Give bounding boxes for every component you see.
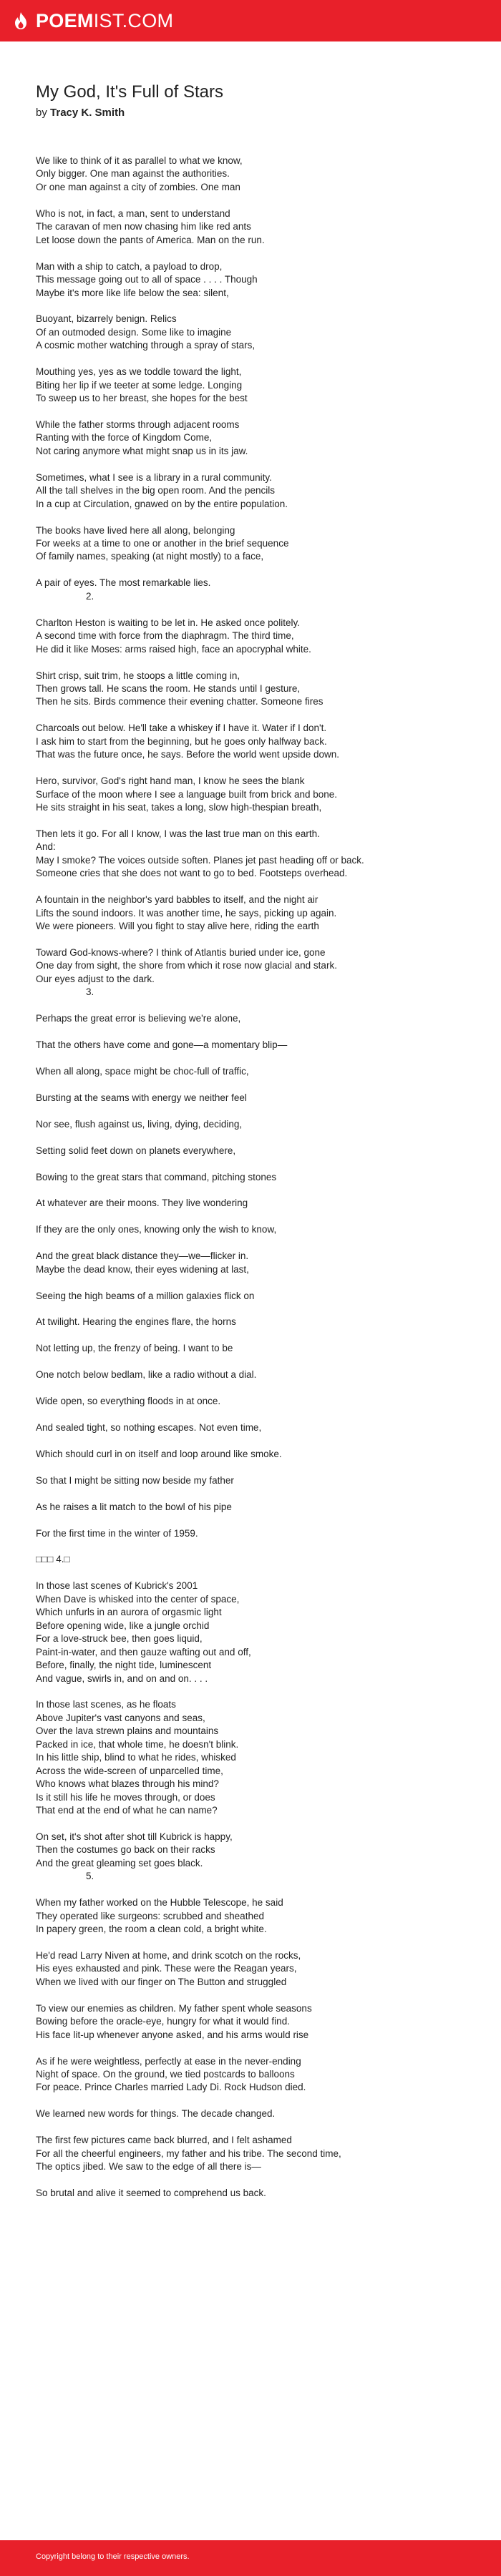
- poem-stanza: [36, 722, 472, 761]
- poem-line: □□□ 4.□: [36, 1554, 70, 1565]
- poem-stanza: [36, 2187, 472, 2200]
- poem-line: Maybe the dead know, their eyes widening at last,: [36, 1263, 249, 1275]
- poem-line: Someone cries that she does not want to go to bed. Footsteps overhead.: [36, 868, 348, 879]
- poem-line: Of an outmoded design. Some like to imagine: [36, 326, 232, 338]
- poem-stanza: [36, 2002, 472, 2042]
- site-header: [0, 0, 501, 41]
- poem-stanza: [36, 617, 472, 656]
- poem-line: For the first time in the winter of 1959.: [36, 1527, 198, 1539]
- poem-line: On set, it's shot after shot till Kubrick is happy,: [36, 1831, 233, 1842]
- poem-line: When all along, space might be choc-full of traffic,: [36, 1065, 249, 1077]
- poem-stanza: [36, 418, 472, 458]
- poem-stanza: [36, 1831, 472, 1884]
- poem-line: Charcoals out below. He'll take a whiskey if I have it. Water if I don't.: [36, 723, 327, 734]
- poem-line: That the others have come and gone—a momentary blip—: [36, 1039, 288, 1051]
- poem-line: Who is not, in fact, a man, sent to understand: [36, 207, 230, 219]
- poem-line: That end at the end of what he can name?: [36, 1805, 218, 1816]
- author-name[interactable]: Tracy K. Smith: [50, 107, 125, 119]
- poem-stanza: [36, 2134, 472, 2173]
- poem-line: Is it still his life he moves through, or does: [36, 1791, 215, 1803]
- poem-line: His face lit-up whenever anyone asked, and his arms would rise: [36, 2029, 309, 2040]
- poem-stanza: [36, 1290, 472, 1303]
- poem-stanza: [36, 1474, 472, 1487]
- poem-line: We learned new words for things. The decade changed.: [36, 2108, 276, 2120]
- poem-stanza: [36, 1171, 472, 1184]
- poem-line: At whatever are their moons. They live wondering: [36, 1198, 248, 1209]
- poem-stanza: [36, 775, 472, 814]
- poem-line: Bowing before the oracle-eye, hungry for what it would find.: [36, 2016, 290, 2027]
- poem-line: Surface of the moon where I see a language built from brick and bone.: [36, 788, 338, 800]
- poem-line: Above Jupiter's vast canyons and seas,: [36, 1712, 205, 1723]
- poem-line: Setting solid feet down on planets everywhere,: [36, 1145, 236, 1156]
- section-number: 2.: [86, 590, 94, 602]
- poem-line: A fountain in the neighbor's yard babbles to itself, and the night air: [36, 894, 318, 906]
- poem-stanza: [36, 1223, 472, 1236]
- poem-stanza: [36, 2107, 472, 2120]
- poem-stanza: [36, 1039, 472, 1052]
- poem-stanza: [36, 1448, 472, 1461]
- poem-line: One notch below bedlam, like a radio without a dial.: [36, 1369, 257, 1381]
- poem-stanza: [36, 1342, 472, 1355]
- poem-line: I ask him to start from the beginning, but he goes only halfway back.: [36, 735, 327, 747]
- poem-line: If they are the only ones, knowing only the wish to know,: [36, 1224, 277, 1235]
- poem-line: And vague, swirls in, and on and on. . . .: [36, 1673, 208, 1684]
- poem-line: Shirt crisp, suit trim, he stoops a little coming in,: [36, 670, 240, 681]
- poem-line: Across the wide-screen of unparcelled time,: [36, 1765, 223, 1776]
- copyright-text: Copyright belong to their respective owners.: [36, 2552, 190, 2561]
- site-footer: [0, 2540, 501, 2576]
- poem-line: And:: [36, 841, 56, 853]
- section-number: 3.: [86, 986, 94, 998]
- poem-stanza: [36, 1092, 472, 1105]
- poem-stanza: [36, 893, 472, 933]
- poem-line: To view our enemies as children. My father spent whole seasons: [36, 2002, 312, 2014]
- poem-line: Or one man against a city of zombies. One man: [36, 181, 240, 192]
- poem-line: Sometimes, what I see is a library in a rural community.: [36, 471, 272, 483]
- poem-stanza: [36, 670, 472, 709]
- poem-stanza: [36, 1065, 472, 1078]
- poem-line: Charlton Heston is waiting to be let in. He asked once politely.: [36, 617, 300, 628]
- poem-line: Bursting at the seams with energy we neither feel: [36, 1092, 247, 1103]
- poem-line: Not caring anymore what might snap us in its jaw.: [36, 445, 248, 456]
- poem-line: Toward God-knows-where? I think of Atlantis buried under ice, gone: [36, 946, 326, 958]
- site-logo[interactable]: [36, 9, 173, 32]
- poem-line: Let loose down the pants of America. Man on the run.: [36, 234, 265, 245]
- poem-line: Ranting with the force of Kingdom Come,: [36, 432, 213, 444]
- poem-stanza: [36, 1316, 472, 1328]
- poem-line: And the great black distance they—we—flicker in.: [36, 1250, 249, 1262]
- poem-title: My God, It's Full of Stars: [36, 82, 223, 102]
- poem-stanza: [36, 2055, 472, 2095]
- poem-line: Our eyes adjust to the dark.: [36, 973, 155, 984]
- poem-line: Packed in ice, that whole time, he doesn't blink.: [36, 1738, 239, 1750]
- poem-line: Which unfurls in an aurora of orgasmic light: [36, 1607, 222, 1618]
- poem-line: Then he sits. Birds commence their evening chatter. Someone fires: [36, 696, 324, 707]
- poem-line: A pair of eyes. The most remarkable lies.: [36, 577, 211, 589]
- poem-line: May I smoke? The voices outside soften. Planes jet past heading off or back.: [36, 854, 364, 866]
- poem-line: Nor see, flush against us, living, dying, deciding,: [36, 1118, 243, 1130]
- poem-line: In a cup at Circulation, gnawed on by the entire population.: [36, 498, 288, 509]
- poem-line: Over the lava strewn plains and mountains: [36, 1725, 219, 1737]
- poem-stanza: [36, 155, 472, 194]
- poem-stanza: [36, 1368, 472, 1381]
- poem-line: We were pioneers. Will you fight to stay alive here, riding the earth: [36, 921, 319, 932]
- byline-prefix: by: [36, 107, 47, 119]
- poem-line: Buoyant, bizarrely benign. Relics: [36, 313, 177, 325]
- poem-stanza: [36, 207, 472, 247]
- poem-stanza: [36, 260, 472, 300]
- poem-line: He sits straight in his seat, takes a long, slow high-thespian breath,: [36, 802, 322, 813]
- poem-stanza: [36, 366, 472, 405]
- poem-stanza: [36, 1527, 472, 1540]
- poem-line: Then grows tall. He scans the room. He stands until I gesture,: [36, 682, 301, 694]
- poem-stanza: [36, 1395, 472, 1408]
- poem-line: While the father storms through adjacent rooms: [36, 418, 240, 430]
- logo-bold-text: POEM: [36, 10, 94, 31]
- flame-icon[interactable]: [13, 11, 29, 30]
- poem-stanza: [36, 1421, 472, 1434]
- poem-line: His eyes exhausted and pink. These were the Reagan years,: [36, 1963, 297, 1974]
- poem-stanza: [36, 828, 472, 881]
- poem-line: They operated like surgeons: scrubbed and sheathed: [36, 1910, 264, 1921]
- poem-line: All the tall shelves in the big open room. And the pencils: [36, 485, 275, 496]
- poem-line: Perhaps the great error is believing we're alone,: [36, 1013, 241, 1024]
- poem-line: For a love-struck bee, then goes liquid,: [36, 1633, 203, 1645]
- poem-line: We like to think of it as parallel to what we know,: [36, 155, 243, 166]
- poem-stanza: [36, 577, 472, 603]
- poem-line: A cosmic mother watching through a spray of stars,: [36, 340, 256, 351]
- poem-stanza: [36, 1698, 472, 1817]
- poem-line: So that I might be sitting now beside my father: [36, 1474, 234, 1486]
- poem-stanza: [36, 1118, 472, 1131]
- poem-stanza: [36, 471, 472, 511]
- poem-line: Mouthing yes, yes as we toddle toward the light,: [36, 366, 242, 378]
- poem-line: Wide open, so everything floods in at once.: [36, 1396, 221, 1407]
- poem-line: He'd read Larry Niven at home, and drink scotch on the rocks,: [36, 1949, 301, 1961]
- poem-stanza: [36, 1250, 472, 1276]
- poem-line: Maybe it's more like life below the sea: silent,: [36, 287, 229, 298]
- poem-line: And the great gleaming set goes black.: [36, 1857, 203, 1869]
- poem-stanza: [36, 1553, 472, 1566]
- poem-line: Lifts the sound indoors. It was another time, he says, picking up again.: [36, 907, 337, 919]
- poem-line: Of family names, speaking (at night mostly) to a face,: [36, 551, 264, 562]
- poem-line: Who knows what blazes through his mind?: [36, 1778, 219, 1790]
- poem-stanza: [36, 1145, 472, 1157]
- poem-stanza: [36, 1580, 472, 1685]
- poem-line: He did it like Moses: arms raised high, face an apocryphal white.: [36, 643, 311, 655]
- poem-line: For weeks at a time to one or another in the brief sequence: [36, 538, 289, 549]
- byline: [36, 106, 125, 120]
- poem-line: Only bigger. One man against the authorities.: [36, 168, 230, 180]
- poem-line: This message going out to all of space . . . . Though: [36, 274, 258, 285]
- poem-line: To sweep us to her breast, she hopes for the best: [36, 393, 248, 404]
- poem-line: And sealed tight, so nothing escapes. Not even time,: [36, 1422, 262, 1434]
- poem-stanza: [36, 524, 472, 564]
- poem-line: A second time with force from the diaphragm. The third time,: [36, 630, 294, 642]
- poem-line: When we lived with our finger on The Button and struggled: [36, 1976, 287, 1987]
- poem-line: As if he were weightless, perfectly at ease in the never-ending: [36, 2055, 301, 2067]
- poem-stanza: [36, 1012, 472, 1025]
- poem-body: [36, 155, 472, 2213]
- poem-line: When Dave is whisked into the center of space,: [36, 1593, 240, 1605]
- poem-line: When my father worked on the Hubble Telescope, he said: [36, 1897, 283, 1909]
- poem-line: For all the cheerful engineers, my father and his tribe. The second time,: [36, 2148, 341, 2159]
- poem-line: Biting her lip if we teeter at some ledge. Longing: [36, 379, 243, 391]
- poem-stanza: [36, 1949, 472, 1989]
- poem-line: The first few pictures came back blurred, and I felt ashamed: [36, 2135, 292, 2146]
- poem-stanza: [36, 1197, 472, 1210]
- poem-line: For peace. Prince Charles married Lady Di. Rock Hudson died.: [36, 2082, 306, 2093]
- section-number: 5.: [86, 1871, 94, 1882]
- poem-stanza: [36, 1896, 472, 1936]
- poem-line: As he raises a lit match to the bowl of his pipe: [36, 1501, 232, 1512]
- poem-line: Then the costumes go back on their racks: [36, 1844, 215, 1856]
- poem-line: At twilight. Hearing the engines flare, the horns: [36, 1316, 236, 1328]
- poem-line: Night of space. On the ground, we tied postcards to balloons: [36, 2069, 295, 2080]
- poem-line: So brutal and alive it seemed to comprehend us back.: [36, 2188, 266, 2199]
- poem-line: The books have lived here all along, belonging: [36, 524, 235, 536]
- poem-line: Before opening wide, like a jungle orchid: [36, 1620, 210, 1631]
- poem-line: Paint-in-water, and then gauze wafting out and off,: [36, 1646, 251, 1657]
- poem-line: In papery green, the room a clean cold, a bright white.: [36, 1924, 267, 1935]
- poem-line: That was the future once, he says. Before the world went upside down.: [36, 749, 339, 760]
- poem-stanza: [36, 313, 472, 352]
- poem-line: One day from sight, the shore from which it rose now glacial and stark.: [36, 960, 337, 971]
- poem-line: In his little ship, blind to what he rides, whisked: [36, 1752, 236, 1763]
- poem-line: In those last scenes, as he floats: [36, 1699, 176, 1710]
- poem-stanza: [36, 946, 472, 999]
- poem-line: The optics jibed. We saw to the edge of all there is—: [36, 2161, 261, 2173]
- poem-line: Then lets it go. For all I know, I was the last true man on this earth.: [36, 828, 320, 839]
- poem-stanza: [36, 1501, 472, 1514]
- poem-line: Man with a ship to catch, a payload to drop,: [36, 260, 223, 272]
- poem-line: Before, finally, the night tide, luminescent: [36, 1660, 212, 1671]
- poem-line: Which should curl in on itself and loop around like smoke.: [36, 1448, 282, 1459]
- poem-line: Not letting up, the frenzy of being. I want to be: [36, 1343, 233, 1354]
- poem-line: The caravan of men now chasing him like red ants: [36, 221, 251, 232]
- poem-line: Bowing to the great stars that command, pitching stones: [36, 1171, 277, 1182]
- logo-light-text: IST.COM: [93, 10, 174, 31]
- poem-line: In those last scenes of Kubrick's 2001: [36, 1580, 198, 1592]
- poem-line: Seeing the high beams of a million galaxies flick on: [36, 1290, 255, 1301]
- poem-line: Hero, survivor, God's right hand man, I know he sees the blank: [36, 775, 305, 787]
